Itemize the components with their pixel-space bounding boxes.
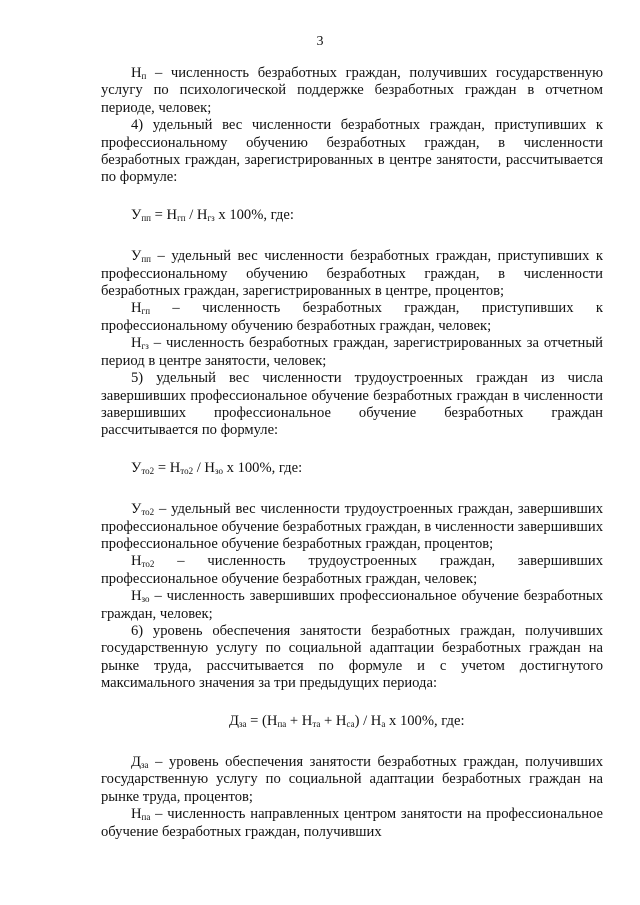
- page-number: 3: [316, 34, 324, 49]
- definition-nzo: $Н_{зо}$ – численность завершивших профессиональное обучение безработных граждан, человек;: [101, 588, 603, 622]
- paragraph-np-definition: $Н_п$ – численность безработных граждан, получивших государственную услугу по психологической поддержке безработных граждан в отчетном периоде, человек;: [101, 65, 603, 116]
- paragraph-item-4: 4) удельный вес численности безработных граждан, приступивших к профессиональному обучению безработных граждан, в численности безработных граждан, зарегистрированных в центре занятости, рассчитывается по формуле:: [101, 117, 603, 186]
- paragraph-item-5: 5) удельный вес численности трудоустроенных граждан из числа завершивших профессиональное обучение безработных граждан в численности завершивших профессиональное обучение безработных граждан рассчитывается по формуле:: [101, 370, 603, 439]
- definition-ngp: $Н_{гп}$ – численность безработных граждан, приступивших к профессиональному обучению безработных граждан, человек;: [101, 300, 603, 334]
- definition-dza: $Д_{за}$ – уровень обеспечения занятости безработных граждан, получивших государственную услугу по социальной адаптации безработных граждан на рынке труда, процентов;: [101, 754, 603, 805]
- definition-npa: $Н_{па}$ – численность направленных центром занятости на профессиональное обучение безработных граждан, получивших: [101, 806, 603, 840]
- definition-upp: $У_{пп}$ – удельный вес численности безработных граждан, приступивших к профессиональному обучению безработных граждан, в численности безработных граждан, зарегистрированных в центре, процентов;: [101, 248, 603, 300]
- definition-uto2: $У_{то2}$ – удельный вес численности трудоустроенных граждан, завершивших профессиональное обучение безработных граждан, в численности завершивших профессиональное обучение безработных граждан, процентов;: [101, 501, 603, 552]
- definition-ngz: $Н_{гз}$ – численность безработных граждан, зарегистрированных за отчетный период в центре занятости, человек;: [101, 335, 603, 369]
- document-body: [101, 65, 603, 841]
- definition-nto2: $Н_{то2}$ – численность трудоустроенных граждан, завершивших профессиональное обучение безработных граждан, человек;: [101, 553, 603, 587]
- paragraph-item-6: 6) уровень обеспечения занятости безработных граждан, получивших государственную услугу по социальной адаптации безработных граждан на рынке труда, рассчитывается по формуле и с учетом достигнутого максимального значения за три предыдущих периода:: [101, 622, 603, 692]
- formula-upp: $У_{пп} = Н_{гп} / Н_{гз}$ х 100%, где:: [131, 206, 294, 223]
- formula-dza: $Д_{за} = (Н_{па} + Н_{та} + Н_{са}) / Н_а$ х 100%, где:: [229, 712, 465, 729]
- formula-uto2: $У_{то2} = Н_{то2} / Н_{зо}$ х 100%, где:: [131, 459, 303, 476]
